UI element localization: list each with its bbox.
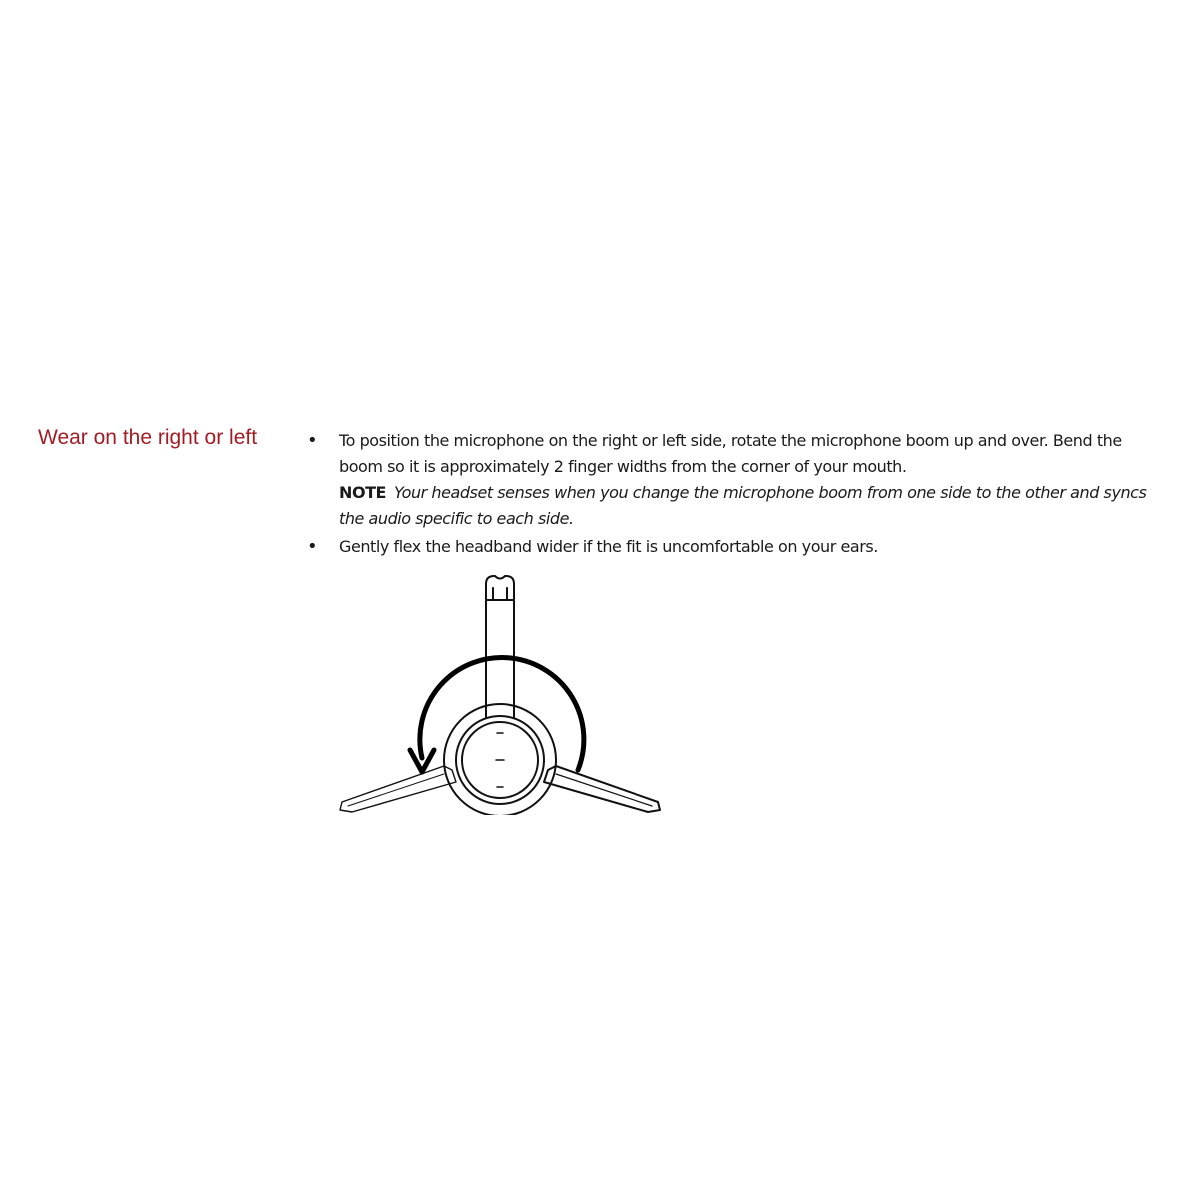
- section-heading: Wear on the right or left: [38, 426, 258, 449]
- note-label: NOTE: [339, 483, 387, 502]
- list-item: [304, 428, 1164, 532]
- bullet-icon: •: [307, 536, 318, 557]
- note-text: Your headset senses when you change the microphone boom from one side to the other and syncs the audio specific to each side.: [339, 483, 1147, 528]
- headset-boom-rotation-icon: [330, 570, 670, 815]
- headset-illustration: [330, 570, 670, 815]
- bullet-icon: •: [307, 430, 318, 451]
- headband-cap: [486, 576, 514, 600]
- instruction-text: Gently flex the headband wider if the fit is uncomfortable on your ears.: [339, 537, 878, 556]
- instruction-list: [304, 428, 1164, 562]
- list-item: [304, 534, 1164, 560]
- instruction-text: To position the microphone on the right or left side, rotate the microphone boom up and over. Bend the boom so it is approximately 2 finger widths from the corner of your mouth.: [339, 431, 1122, 476]
